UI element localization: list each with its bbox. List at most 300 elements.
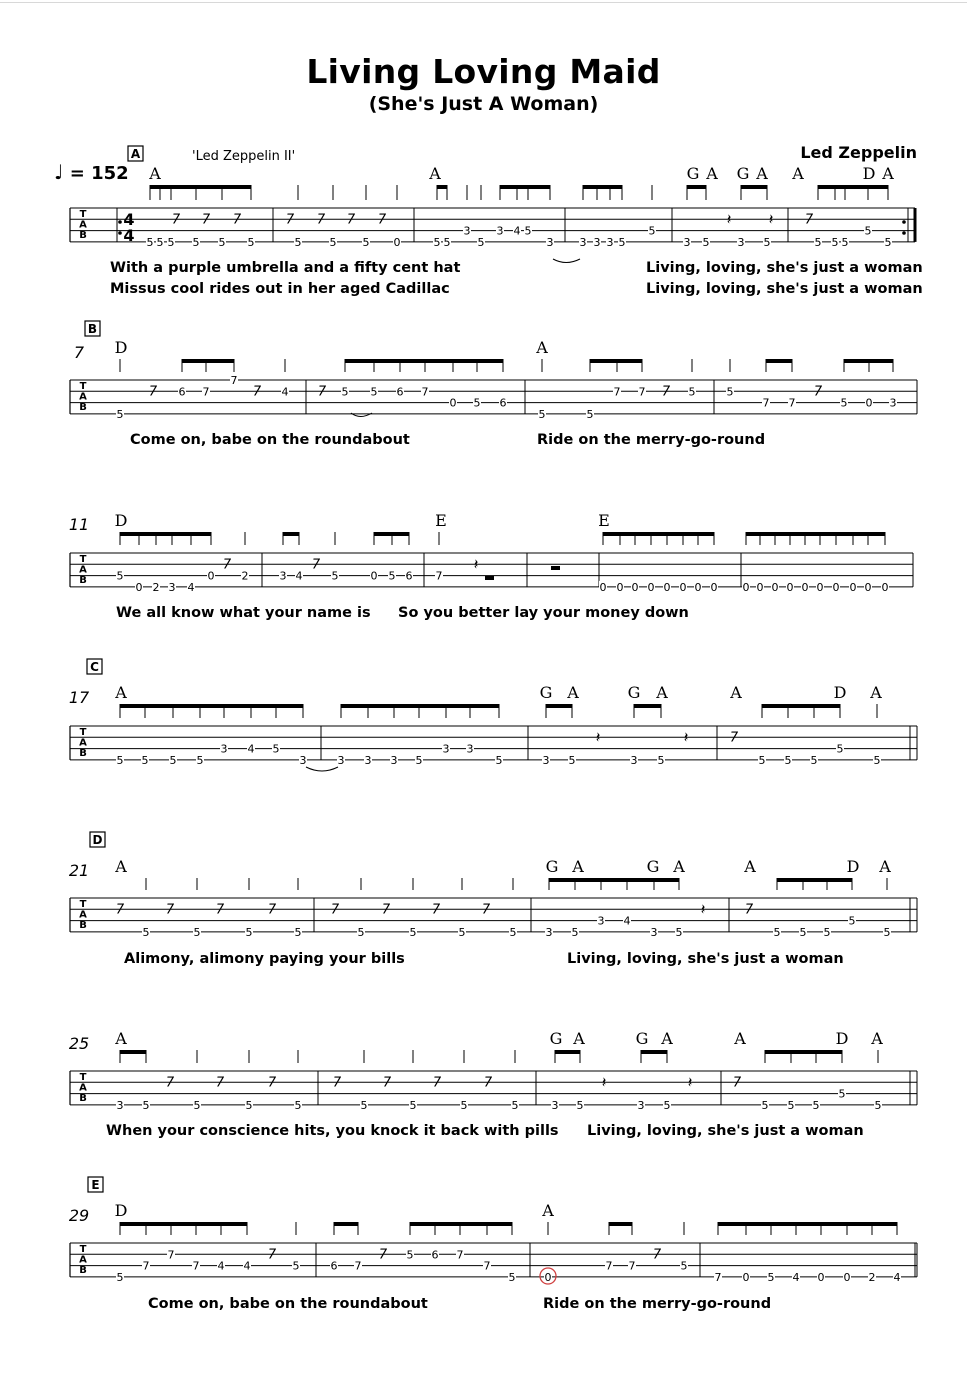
fret-number: 5 (812, 1098, 820, 1112)
chord-symbol: A (870, 683, 882, 702)
fret-number: 5 (116, 1270, 124, 1284)
beam (627, 878, 654, 882)
fret-number: 5 (341, 385, 349, 399)
chord-symbol: A (706, 164, 718, 183)
fret-number: 5 (443, 235, 451, 249)
beam (341, 704, 368, 708)
eighth-rest-icon: 7 (381, 902, 391, 918)
fret-number: 0 (370, 569, 378, 583)
eighth-rest-icon: 7 (201, 212, 211, 228)
measure-number: 25 (68, 1034, 90, 1053)
fret-number: 5 (648, 224, 656, 238)
eighth-rest-icon: 7 (165, 1075, 175, 1091)
tie (553, 259, 580, 263)
fret-number: 5 (218, 235, 226, 249)
fret-number: 5 (245, 1098, 253, 1112)
fret-number: 5 (509, 925, 517, 939)
fret-number: 5 (331, 569, 339, 583)
song-subtitle: (She's Just A Woman) (368, 93, 599, 115)
beam (803, 878, 827, 882)
lyric-line: Living, loving, she's just a woman (587, 1123, 864, 1139)
fret-number: 4 (247, 742, 255, 756)
beam (583, 185, 597, 189)
fret-number: 7 (230, 374, 238, 387)
fret-number: 7 (435, 569, 443, 583)
chord-symbol: A (730, 683, 742, 702)
beam (844, 359, 869, 363)
chord-symbol: G (549, 1029, 563, 1048)
eighth-rest-icon: 7 (165, 902, 175, 918)
chord-symbol: A (744, 857, 756, 876)
fret-number: 3 (463, 224, 471, 238)
quarter-rest-icon: 𝄽 (726, 210, 732, 229)
quarter-rest-icon: 𝄽 (601, 1073, 607, 1092)
beam (667, 532, 683, 536)
fret-number: 7 (483, 1259, 491, 1273)
lyric-line: Ride on the merry-go-round (537, 432, 766, 448)
beam (139, 532, 156, 536)
beam (590, 359, 617, 363)
eighth-rest-icon: 7 (744, 902, 754, 918)
beam (196, 1222, 221, 1226)
chord-symbol: A (573, 1029, 585, 1048)
fret-number: 0 (801, 580, 809, 594)
fret-number: 3 (546, 235, 554, 249)
eighth-rest-icon: 7 (346, 212, 356, 228)
measure-number: 17 (68, 688, 90, 707)
beam (150, 185, 160, 189)
fret-number: 0 (631, 580, 639, 594)
fret-number: 3 (606, 235, 614, 249)
chord-symbol: A (572, 857, 584, 876)
chord-symbol: G (627, 683, 641, 702)
fret-number: 3 (299, 753, 307, 767)
beam (206, 359, 234, 363)
beam (796, 1222, 821, 1226)
fret-number: 5 (294, 1098, 302, 1112)
fret-number: 3 (593, 235, 601, 249)
fret-number: 5 (761, 1098, 769, 1112)
beam (196, 185, 222, 189)
fret-number: 3 (737, 235, 745, 249)
beam (698, 532, 714, 536)
beam (746, 532, 760, 536)
beam (814, 704, 840, 708)
fret-number: 5 (169, 753, 177, 767)
fret-number: 4 (513, 224, 521, 238)
chord-symbol: G (635, 1029, 649, 1048)
fret-number: 7 (714, 1270, 722, 1284)
chord-symbol: A (661, 1029, 673, 1048)
fret-number: 5 (680, 1259, 688, 1273)
fret-number: 5 (884, 235, 892, 249)
fret-number: 5 (329, 235, 337, 249)
repeat-dot (118, 231, 122, 235)
beam (172, 532, 191, 536)
beam (620, 532, 635, 536)
time-signature-bottom: 4 (123, 226, 135, 245)
beam (827, 878, 852, 882)
fret-number: 0 (544, 1270, 552, 1284)
eighth-rest-icon: 7 (115, 902, 125, 918)
repeat-dot (902, 231, 906, 235)
beam (374, 359, 400, 363)
beam (869, 359, 893, 363)
tab-clef-letter: T (79, 727, 87, 738)
lyric-line: Alimony, alimony paying your bills (124, 951, 405, 967)
beam (771, 1222, 796, 1226)
fret-number: 6 (330, 1259, 338, 1273)
beam (394, 704, 419, 708)
fret-number: 5 (538, 407, 546, 421)
fret-number: 7 (762, 396, 770, 410)
fret-number: 5 (388, 569, 396, 583)
fret-number: 5 (618, 235, 626, 249)
chord-symbol: D (835, 1029, 849, 1048)
tab-clef-letter: T (79, 381, 87, 392)
eighth-rest-icon: 7 (377, 212, 387, 228)
chord-symbol: G (646, 857, 660, 876)
fret-number: 6 (405, 569, 413, 583)
fret-number: 5 (142, 1098, 150, 1112)
half-rest-icon (485, 576, 494, 580)
beam (821, 1222, 847, 1226)
fret-number: 4 (281, 385, 289, 399)
beam (868, 532, 885, 536)
quarter-rest-icon: 𝄽 (595, 728, 601, 747)
eighth-rest-icon: 7 (171, 212, 181, 228)
tab-clef-letter: A (79, 737, 87, 749)
eighth-rest-icon: 7 (431, 902, 441, 918)
eighth-rest-icon: 7 (311, 557, 321, 573)
lyric-line: Ride on the merry-go-round (543, 1296, 772, 1312)
fret-number: 5 (146, 235, 154, 249)
fret-number: 5 (473, 396, 481, 410)
fret-number: 7 (638, 385, 646, 399)
chord-symbol: A (792, 164, 804, 183)
beam (392, 532, 409, 536)
eighth-rest-icon: 7 (215, 902, 225, 918)
beam (410, 1222, 435, 1226)
beam (173, 704, 200, 708)
rehearsal-mark: B (87, 322, 98, 336)
chord-symbol: A (115, 1029, 127, 1048)
fret-number: 5 (726, 385, 734, 399)
measure-number: 11 (68, 515, 90, 534)
fret-number: 5 (763, 235, 771, 249)
fret-number: 5 (192, 235, 200, 249)
fret-number: 3 (442, 742, 450, 756)
eighth-rest-icon: 7 (652, 1247, 662, 1263)
fret-number: 4 (792, 1270, 800, 1284)
chord-symbol: A (542, 1201, 554, 1220)
fret-number: 4 (217, 1259, 225, 1273)
chord-symbol: D (114, 338, 128, 357)
fret-number: 2 (868, 1270, 876, 1284)
eighth-rest-icon: 7 (285, 212, 295, 228)
fret-number: 5 (142, 925, 150, 939)
eighth-rest-icon: 7 (332, 1075, 342, 1091)
eighth-rest-icon: 7 (481, 902, 491, 918)
lyric-line: Come on, babe on the roundabout (130, 432, 410, 448)
measure-number: 29 (68, 1206, 90, 1225)
fret-number: 0 (742, 580, 750, 594)
beam (634, 704, 661, 708)
beam (687, 185, 706, 189)
fret-number: 5 (292, 1259, 300, 1273)
beam (487, 1222, 512, 1226)
fret-number: 0 (864, 580, 872, 594)
beam (818, 185, 835, 189)
rehearsal-mark: A (130, 147, 141, 161)
tie (306, 767, 338, 771)
tab-clef-letter: T (79, 899, 87, 910)
fret-number: 5 (458, 925, 466, 939)
beam (549, 878, 575, 882)
eighth-rest-icon: 7 (316, 212, 326, 228)
chord-symbol: G (736, 164, 750, 183)
eighth-rest-icon: 7 (317, 384, 327, 400)
fret-number: 5 (245, 925, 253, 939)
beam (470, 704, 499, 708)
fret-number: 5 (874, 1098, 882, 1112)
beam (788, 704, 814, 708)
beam (477, 359, 503, 363)
fret-number: 5 (810, 753, 818, 767)
eighth-rest-icon: 7 (232, 212, 242, 228)
beam (191, 532, 211, 536)
beam (222, 185, 251, 189)
lyric-line: With a purple umbrella and a fifty cent hat (110, 260, 461, 276)
beam (609, 1222, 632, 1226)
fret-number: 5 (196, 753, 204, 767)
fret-number: 5 (167, 235, 175, 249)
beam (816, 1050, 842, 1054)
beam (790, 532, 805, 536)
fret-number: 5 (663, 1098, 671, 1112)
beam (575, 878, 601, 882)
fret-number: 0 (616, 580, 624, 594)
eighth-rest-icon: 7 (267, 1247, 277, 1263)
chord-symbol: E (435, 511, 447, 530)
fret-number: 5 (688, 385, 696, 399)
fret-number: 0 (849, 580, 857, 594)
fret-number: 5 (460, 1098, 468, 1112)
eighth-rest-icon: 7 (804, 212, 814, 228)
fret-number: 3 (889, 396, 897, 410)
beam (400, 359, 425, 363)
fret-number: 7 (192, 1259, 200, 1273)
fret-number: 7 (788, 396, 796, 410)
fret-number: 4 (295, 569, 303, 583)
fret-number: 3 (551, 1098, 559, 1112)
beam (601, 878, 627, 882)
beam (160, 185, 171, 189)
fret-number: 7 (605, 1259, 613, 1273)
chord-symbol: A (879, 857, 891, 876)
tab-clef-letter: A (79, 909, 87, 921)
tab-clef-letter: B (79, 230, 87, 241)
beam (517, 185, 528, 189)
beam (334, 1222, 358, 1226)
eighth-rest-icon: 7 (215, 1075, 225, 1091)
fret-number: 5 (116, 753, 124, 767)
fret-number: 5 (814, 235, 822, 249)
chord-symbol: A (871, 1029, 883, 1048)
chord-symbol: G (539, 683, 553, 702)
fret-number: 5 (156, 235, 164, 249)
fret-number: 3 (637, 1098, 645, 1112)
fret-number: 5 (841, 235, 849, 249)
fret-number: 0 (679, 580, 687, 594)
tab-clef-letter: T (79, 554, 87, 565)
fret-number: 5 (409, 925, 417, 939)
fret-number: 5 (840, 396, 848, 410)
fret-number: 0 (207, 569, 215, 583)
eighth-rest-icon: 7 (330, 902, 340, 918)
beam (760, 532, 775, 536)
tab-clef-letter: B (79, 1265, 87, 1276)
fret-number: 0 (742, 1270, 750, 1284)
beam (746, 1222, 771, 1226)
fret-number: 5 (247, 235, 255, 249)
fret-number: 0 (393, 235, 401, 249)
chord-symbol: D (846, 857, 860, 876)
lyric-line: Come on, babe on the roundabout (148, 1296, 428, 1312)
chord-symbol: A (115, 857, 127, 876)
fret-number: 5 (702, 235, 710, 249)
fret-number: 5 (294, 235, 302, 249)
eighth-rest-icon: 7 (267, 902, 277, 918)
whole-rest-icon (551, 566, 560, 570)
chord-symbol: A (115, 683, 127, 702)
beam (251, 704, 276, 708)
fret-number: 0 (647, 580, 655, 594)
lyric-line: Living, loving, she's just a woman (646, 260, 923, 276)
fret-number: 0 (881, 580, 889, 594)
eighth-rest-icon: 7 (729, 730, 739, 746)
fret-number: 5 (362, 235, 370, 249)
beam (437, 185, 447, 189)
fret-number: 7 (628, 1259, 636, 1273)
fret-number: 4 (893, 1270, 901, 1284)
tab-clef-letter: A (79, 564, 87, 576)
fret-number: 7 (421, 385, 429, 399)
tab-clef-letter: T (79, 1244, 87, 1255)
eighth-rest-icon: 7 (483, 1075, 493, 1091)
fret-number: 5 (508, 1270, 516, 1284)
fret-number: 5 (873, 753, 881, 767)
fret-number: 5 (883, 925, 891, 939)
fret-number: 5 (831, 235, 839, 249)
tab-clef-letter: A (79, 1254, 87, 1266)
beam (200, 704, 224, 708)
chord-symbol: A (756, 164, 768, 183)
tempo-value: = 152 (69, 163, 129, 184)
fret-number: 5 (433, 235, 441, 249)
fret-number: 5 (787, 1098, 795, 1112)
song-title: Living Loving Maid (306, 52, 661, 91)
fret-number: 0 (843, 1270, 851, 1284)
quarter-rest-icon: 𝄽 (768, 210, 774, 229)
fret-number: 5 (141, 753, 149, 767)
fret-number: 5 (370, 385, 378, 399)
beam (171, 1222, 196, 1226)
fret-number: 5 (838, 1087, 846, 1101)
fret-number: 6 (499, 396, 507, 410)
eighth-rest-icon: 7 (148, 384, 158, 400)
beam (453, 359, 477, 363)
fret-number: 5 (357, 925, 365, 939)
chord-symbol: A (149, 164, 161, 183)
fret-number: 3 (220, 742, 228, 756)
fret-number: 3 (279, 569, 287, 583)
chord-symbol: G (686, 164, 700, 183)
fret-number: 5 (848, 914, 856, 928)
lyric-line: Living, loving, she's just a woman (646, 281, 923, 297)
fret-number: 7 (354, 1259, 362, 1273)
rehearsal-mark: D (92, 833, 103, 847)
eighth-rest-icon: 7 (732, 1075, 742, 1091)
fret-number: 0 (756, 580, 764, 594)
lyric-line: Living, loving, she's just a woman (567, 951, 844, 967)
beam (500, 185, 517, 189)
repeat-dot (902, 220, 906, 224)
fret-number: 5 (116, 569, 124, 583)
measure-number: 21 (68, 861, 90, 880)
lyric-line: We all know what your name is (116, 605, 371, 621)
fret-number: 5 (784, 753, 792, 767)
beam (791, 1050, 816, 1054)
fret-number: 3 (650, 925, 658, 939)
fret-number: 0 (694, 580, 702, 594)
fret-number: 7 (167, 1248, 175, 1262)
fret-number: 2 (152, 580, 160, 594)
beam (651, 532, 667, 536)
chord-symbol: D (833, 683, 847, 702)
quarter-rest-icon: 𝄽 (473, 555, 479, 574)
beam (845, 185, 868, 189)
fret-number: 5 (773, 925, 781, 939)
lyric-line: When your conscience hits, you knock it back with pills (106, 1123, 559, 1139)
fret-number: 5 (657, 753, 665, 767)
beam (777, 878, 803, 882)
beam (603, 532, 620, 536)
fret-number: 5 (568, 753, 576, 767)
fret-number: 3 (683, 235, 691, 249)
beam (872, 1222, 897, 1226)
fret-number: 7 (142, 1259, 150, 1273)
repeat-dot (118, 220, 122, 224)
eighth-rest-icon: 7 (813, 384, 823, 400)
fret-number: 2 (241, 569, 249, 583)
beam (425, 359, 453, 363)
fret-number: 5 (767, 1270, 775, 1284)
chord-symbol: D (862, 164, 876, 183)
quarter-rest-icon: 𝄽 (700, 900, 706, 919)
eighth-rest-icon: 7 (382, 1075, 392, 1091)
fret-number: 5 (758, 753, 766, 767)
beam (120, 1050, 146, 1054)
beam (555, 1050, 580, 1054)
beam (597, 185, 610, 189)
beam (374, 532, 392, 536)
fret-number: 5 (675, 925, 683, 939)
fret-number: 0 (771, 580, 779, 594)
tab-clef-letter: A (79, 219, 87, 231)
beam (368, 704, 394, 708)
album-name: 'Led Zeppelin II' (192, 149, 296, 164)
